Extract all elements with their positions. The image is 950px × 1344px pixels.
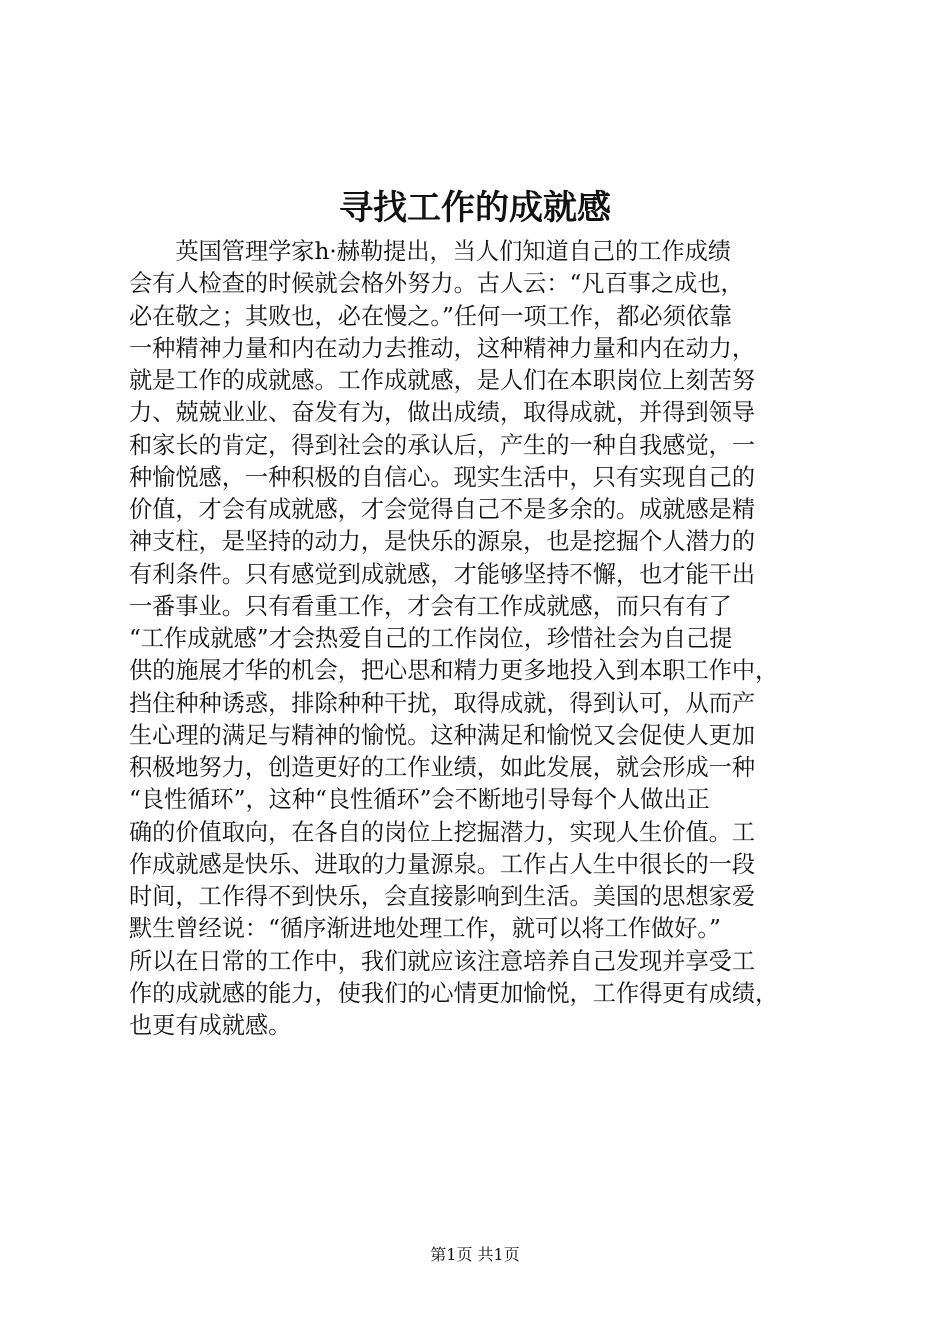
paragraph-line: 所以在日常的工作中，我们就应该注意培养自己发现并享受工 (129, 947, 756, 975)
paragraph-line: 必在敬之；其败也，必在慢之。”任何一项工作，都必须依靠 (129, 302, 733, 330)
paragraph-line: 神支柱，是坚持的动力，是快乐的源泉，也是挖掘个人潜力的 (129, 528, 756, 556)
paragraph-line: 供的施展才华的机会，把心思和精力更多地投入到本职工作中， (129, 657, 779, 685)
paragraph-line: 积极地努力，创造更好的工作业绩，如此发展，就会形成一种 (129, 754, 756, 781)
paragraph-line: 和家长的肯定，得到社会的承认后，产生的一种自我感觉，一 (129, 431, 756, 459)
paragraph-line: 确的价值取向，在各自的岗位上挖掘潜力，实现人生价值。工 (129, 818, 756, 846)
paragraph-line: 时间，工作得不到快乐，会直接影响到生活。美国的思想家爱 (129, 883, 756, 910)
paragraph-line: “良性循环”，这种“良性循环”会不断地引导每个人做出正 (129, 786, 710, 814)
paragraph-line: 就是工作的成就感。工作成就感，是人们在本职岗位上刻苦努 (129, 367, 756, 394)
paragraph-line: 一番事业。只有看重工作，才会有工作成就感，而只有有了 (129, 592, 732, 620)
paragraph-line: 有利条件。只有感觉到成就感，才能够坚持不懈，也才能干出 (129, 560, 756, 588)
paragraph-line: “工作成就感”才会热爱自己的工作岗位，珍惜社会为自己提 (129, 625, 733, 652)
paragraph-line: 种愉悦感，一种积极的自信心。现实生活中，只有实现自己的 (129, 463, 756, 491)
page-footer: 第1页 共1页 (430, 1245, 520, 1264)
paragraph-line: 默生曾经说：“循序渐进地处理工作，就可以将工作做好。” (129, 915, 721, 943)
body-paragraph (129, 236, 844, 1042)
paragraph-line: 会有人检查的时候就会格外努力。古人云：“凡百事之成也， (129, 270, 744, 298)
paragraph-line: 也更有成就感。 (129, 1012, 292, 1039)
paragraph-line: 力、兢兢业业、奋发有为，做出成绩，取得成就，并得到领导 (129, 399, 756, 427)
paragraph-line: 挡住种种诱惑，排除种种干扰，取得成就，得到认可，从而产 (129, 689, 756, 717)
paragraph-line: 一种精神力量和内在动力去推动，这种精神力量和内在动力， (129, 334, 756, 362)
document-title: 寻找工作的成就感 (339, 188, 611, 228)
paragraph-line: 价值，才会有成就感，才会觉得自己不是多余的。成就感是精 (129, 496, 756, 523)
paragraph-line: 英国管理学家h·赫勒提出，当人们知道自己的工作成绩 (129, 238, 731, 265)
paragraph-line: 作成就感是快乐、进取的力量源泉。工作占人生中很长的一段 (129, 850, 756, 878)
paragraph-line: 生心理的满足与精神的愉悦。这种满足和愉悦又会促使人更加 (129, 721, 756, 749)
paragraph-line: 作的成就感的能力，使我们的心情更加愉悦，工作得更有成绩， (129, 979, 779, 1007)
